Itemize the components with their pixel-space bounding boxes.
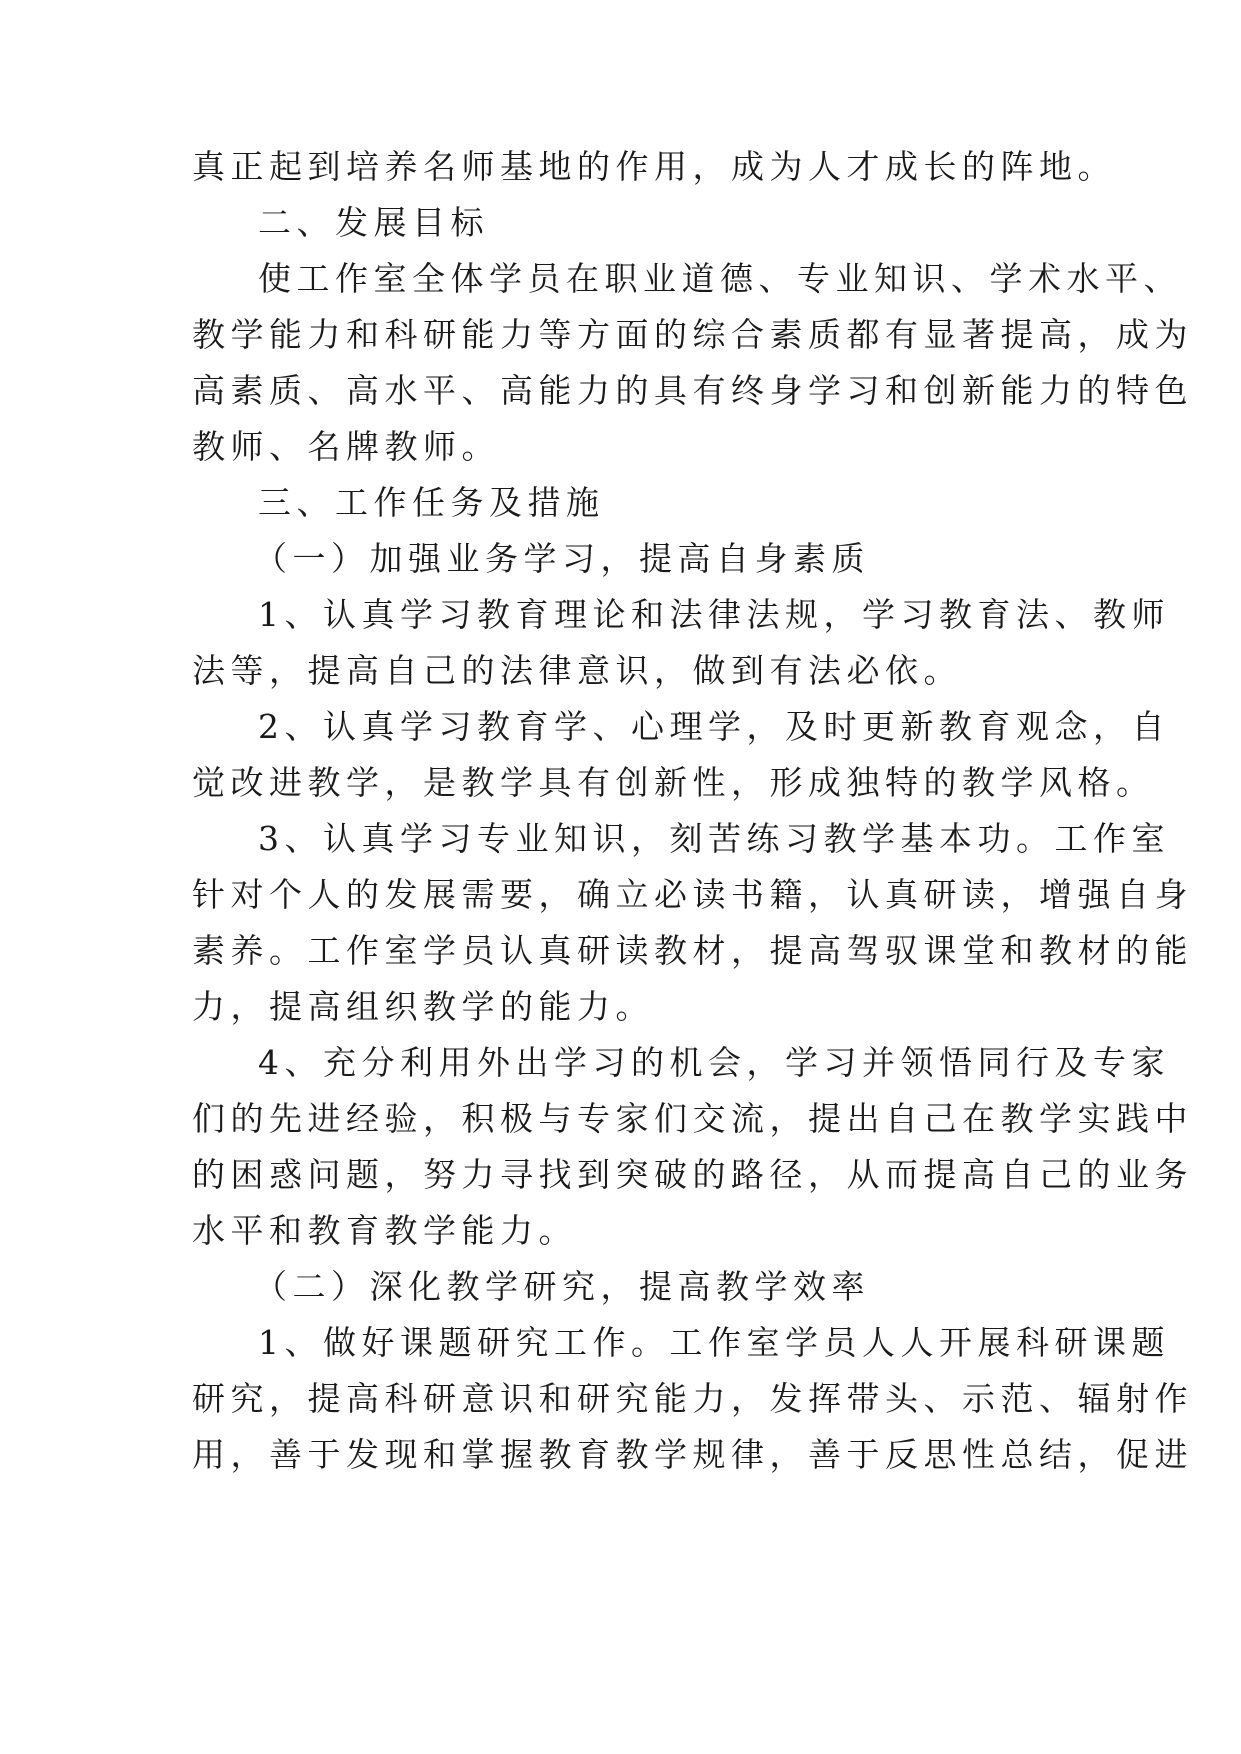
text-line: 高素质、高水平、高能力的具有终身学习和创新能力的特色 xyxy=(192,371,1193,410)
text-line: 研究，提高科研意识和研究能力，发挥带头、示范、辐射作 xyxy=(192,1379,1193,1418)
text-line: 用，善于发现和掌握教育教学规律，善于反思性总结，促进 xyxy=(192,1435,1193,1474)
text-line: 真正起到培养名师基地的作用，成为人才成长的阵地。 xyxy=(192,147,1116,186)
section-heading-tasks-measures: 三、工作任务及措施 xyxy=(258,483,605,522)
text-line: 的困惑问题，努力寻找到突破的路径，从而提高自己的业务 xyxy=(192,1155,1193,1194)
subsection-heading-research: （二）深化教学研究，提高教学效率 xyxy=(254,1267,870,1306)
text-line: 教学能力和科研能力等方面的综合素质都有显著提高，成为 xyxy=(192,315,1193,354)
section-heading-development-goals: 二、发展目标 xyxy=(258,203,489,242)
text-line: 3、认真学习专业知识，刻苦练习教学基本功。工作室 xyxy=(258,819,1170,858)
text-line: 针对个人的发展需要，确立必读书籍，认真研读，增强自身 xyxy=(192,875,1193,914)
text-line: 力，提高组织教学的能力。 xyxy=(192,987,654,1026)
text-line: 使工作室全体学员在职业道德、专业知识、学术水平、 xyxy=(258,259,1182,298)
text-line: 法等，提高自己的法律意识，做到有法必依。 xyxy=(192,651,962,690)
text-line: 1、做好课题研究工作。工作室学员人人开展科研课题 xyxy=(258,1323,1170,1362)
text-line: 2、认真学习教育学、心理学，及时更新教育观念，自 xyxy=(258,707,1170,746)
subsection-heading-study: （一）加强业务学习，提高自身素质 xyxy=(254,539,870,578)
text-line: 水平和教育教学能力。 xyxy=(192,1211,577,1250)
text-line: 觉改进教学，是教学具有创新性，形成独特的教学风格。 xyxy=(192,763,1155,802)
text-line: 们的先进经验，积极与专家们交流，提出自己在教学实践中 xyxy=(192,1099,1193,1138)
text-line: 素养。工作室学员认真研读教材，提高驾驭课堂和教材的能 xyxy=(192,931,1193,970)
text-line: 教师、名牌教师。 xyxy=(192,427,500,466)
text-line: 4、充分利用外出学习的机会，学习并领悟同行及专家 xyxy=(258,1043,1170,1082)
text-line: 1、认真学习教育理论和法律法规，学习教育法、教师 xyxy=(258,595,1170,634)
